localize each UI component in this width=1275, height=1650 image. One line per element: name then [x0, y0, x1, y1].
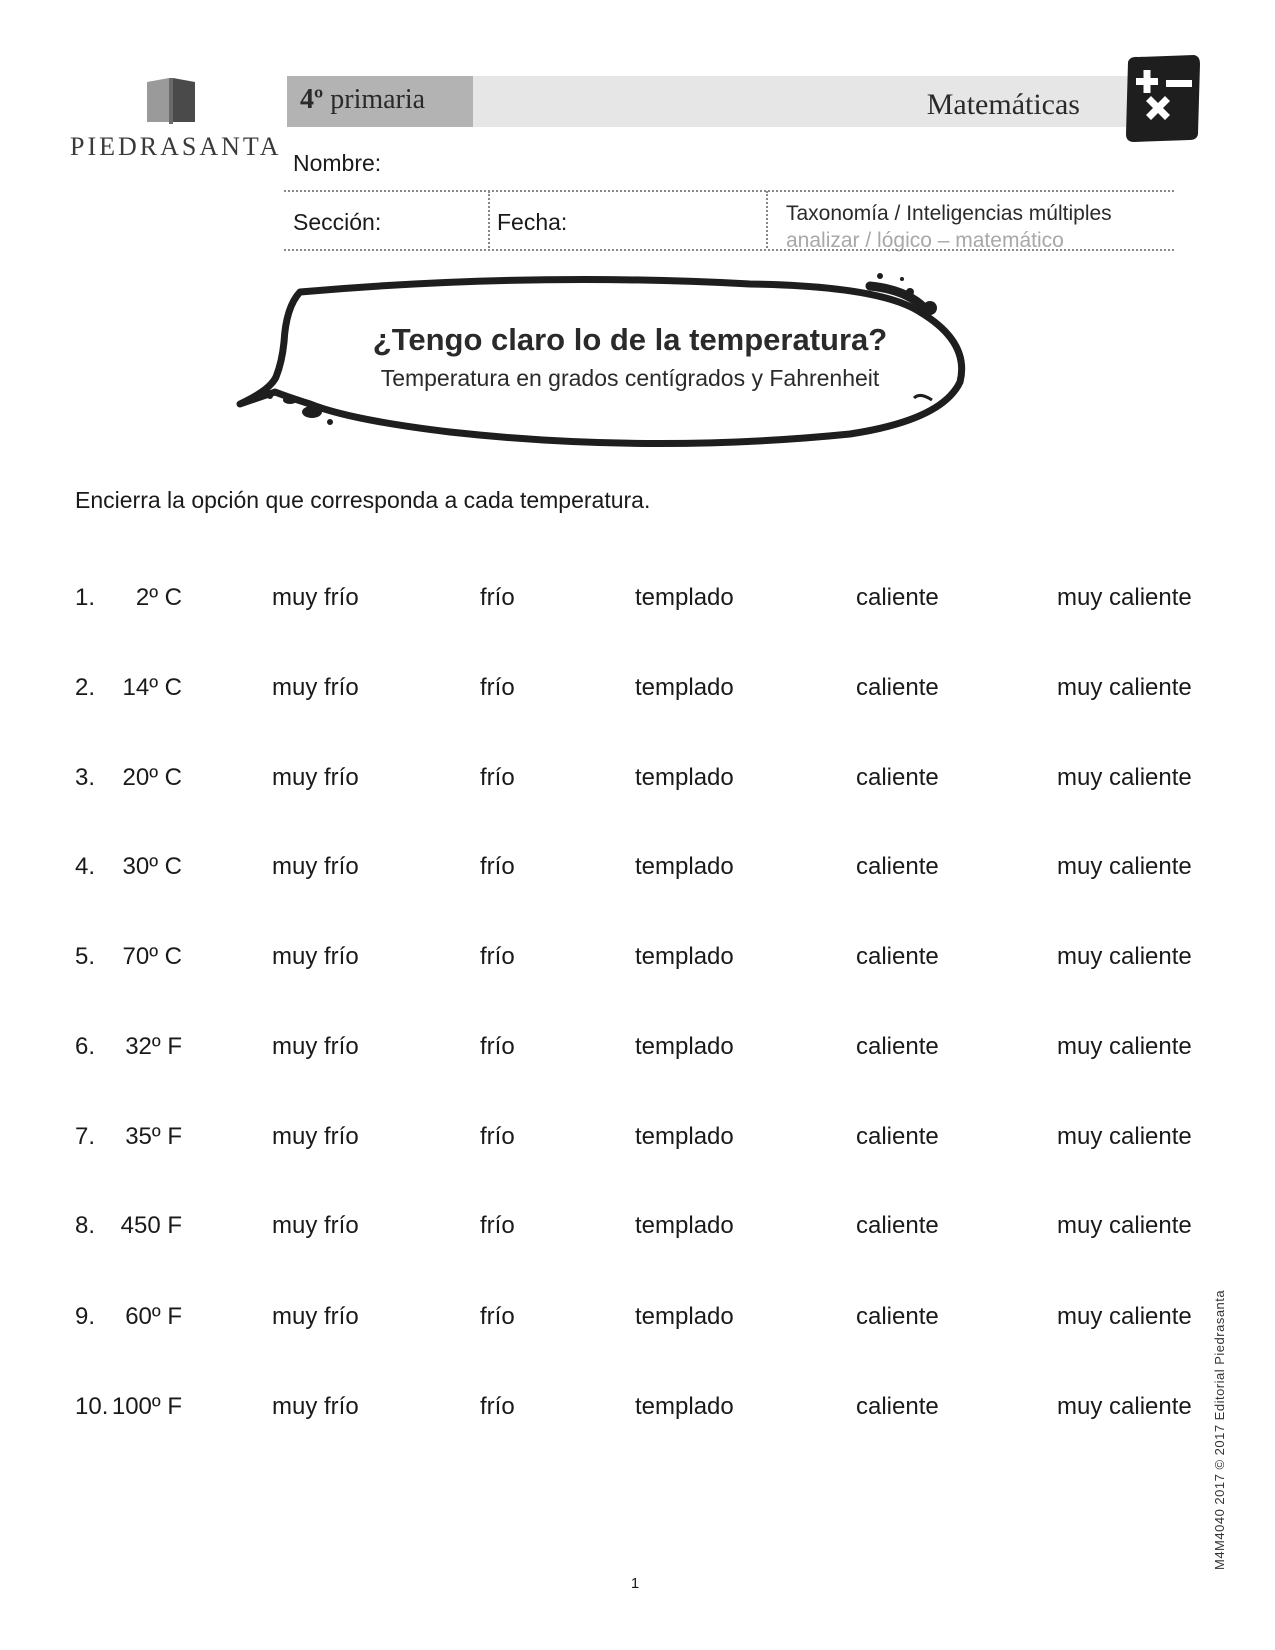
- exercise-row: [0, 584, 1275, 624]
- exercise-row: [0, 1303, 1275, 1343]
- option-frio[interactable]: frío: [480, 584, 515, 611]
- item-number: 3.: [75, 764, 96, 791]
- taxonomy-title: Taxonomía / Inteligencias múltiples: [786, 202, 1112, 225]
- option-caliente[interactable]: caliente: [856, 853, 939, 880]
- item-number: 2.: [75, 674, 96, 701]
- item-temperature: 14º C: [122, 674, 182, 701]
- item-number: 4.: [75, 853, 96, 880]
- option-muy-frio[interactable]: muy frío: [272, 1393, 359, 1420]
- grade-level: primaria: [330, 84, 426, 115]
- item-temperature: 20º C: [122, 764, 182, 791]
- subject-title: Matemáticas: [926, 88, 1080, 121]
- exercise-row: [0, 1212, 1275, 1252]
- option-templado[interactable]: templado: [635, 674, 734, 701]
- item-number: 9.: [75, 1303, 96, 1330]
- option-caliente[interactable]: caliente: [856, 1303, 939, 1330]
- option-caliente[interactable]: caliente: [856, 764, 939, 791]
- option-caliente[interactable]: caliente: [856, 1212, 939, 1239]
- logo-text: PIEDRASANTA: [70, 132, 282, 161]
- page-number: 1: [630, 1575, 640, 1592]
- activity-title: ¿Tengo claro lo de la temperatura?: [372, 322, 888, 357]
- option-muy-caliente[interactable]: muy caliente: [1057, 1303, 1192, 1330]
- item-number: 1.: [75, 584, 96, 611]
- option-templado[interactable]: templado: [635, 943, 734, 970]
- grade-label: [300, 84, 425, 116]
- item-number: 7.: [75, 1123, 96, 1150]
- publisher-logo: [70, 72, 282, 162]
- exercise-row: [0, 1123, 1275, 1163]
- item-temperature: 60º F: [125, 1303, 182, 1330]
- item-number: 5.: [75, 943, 96, 970]
- option-templado[interactable]: templado: [635, 1033, 734, 1060]
- item-temperature: 2º C: [135, 584, 182, 611]
- option-frio[interactable]: frío: [480, 1212, 515, 1239]
- option-muy-frio[interactable]: muy frío: [272, 1123, 359, 1150]
- option-caliente[interactable]: caliente: [856, 674, 939, 701]
- option-frio[interactable]: frío: [480, 674, 515, 701]
- option-frio[interactable]: frío: [480, 943, 515, 970]
- name-label: Nombre:: [293, 150, 382, 176]
- item-temperature: 70º C: [122, 943, 182, 970]
- option-caliente[interactable]: caliente: [856, 1123, 939, 1150]
- option-templado[interactable]: templado: [635, 1123, 734, 1150]
- item-temperature: 450 F: [120, 1212, 182, 1239]
- form-divider-top: [284, 190, 1174, 192]
- item-temperature: 100º F: [111, 1393, 182, 1420]
- option-muy-frio[interactable]: muy frío: [272, 584, 359, 611]
- option-muy-caliente[interactable]: muy caliente: [1057, 1393, 1192, 1420]
- option-templado[interactable]: templado: [635, 764, 734, 791]
- option-frio[interactable]: frío: [480, 853, 515, 880]
- exercise-row: [0, 674, 1275, 714]
- option-frio[interactable]: frío: [480, 1393, 515, 1420]
- option-muy-caliente[interactable]: muy caliente: [1057, 674, 1192, 701]
- option-muy-caliente[interactable]: muy caliente: [1057, 584, 1192, 611]
- form-divider-v2: [766, 191, 768, 248]
- option-caliente[interactable]: caliente: [856, 584, 939, 611]
- option-frio[interactable]: frío: [480, 1123, 515, 1150]
- option-templado[interactable]: templado: [635, 1212, 734, 1239]
- section-label: Sección:: [293, 209, 382, 235]
- option-caliente[interactable]: caliente: [856, 943, 939, 970]
- option-muy-frio[interactable]: muy frío: [272, 1033, 359, 1060]
- option-templado[interactable]: templado: [635, 853, 734, 880]
- grade-number: 4º: [300, 84, 324, 115]
- item-temperature: 35º F: [125, 1123, 182, 1150]
- exercise-row: [0, 853, 1275, 893]
- option-muy-caliente[interactable]: muy caliente: [1057, 1033, 1192, 1060]
- option-muy-frio[interactable]: muy frío: [272, 1212, 359, 1239]
- exercise-row: [0, 764, 1275, 804]
- option-caliente[interactable]: caliente: [856, 1393, 939, 1420]
- item-temperature: 32º F: [125, 1033, 182, 1060]
- option-muy-caliente[interactable]: muy caliente: [1057, 1123, 1192, 1150]
- item-number: 10.: [75, 1393, 109, 1420]
- exercise-row: [0, 1393, 1275, 1433]
- option-templado[interactable]: templado: [635, 1303, 734, 1330]
- option-muy-caliente[interactable]: muy caliente: [1057, 764, 1192, 791]
- option-muy-frio[interactable]: muy frío: [272, 764, 359, 791]
- exercise-row: [0, 1033, 1275, 1073]
- option-frio[interactable]: frío: [480, 1303, 515, 1330]
- form-divider-bottom: [284, 249, 1174, 251]
- form-divider-v1: [488, 191, 490, 248]
- option-frio[interactable]: frío: [480, 764, 515, 791]
- item-number: 6.: [75, 1033, 96, 1060]
- option-muy-frio[interactable]: muy frío: [272, 674, 359, 701]
- activity-subtitle: Temperatura en grados centígrados y Fahrenheit: [380, 365, 880, 391]
- taxonomy-value: analizar / lógico – matemático: [786, 229, 1064, 252]
- option-muy-frio[interactable]: muy frío: [272, 853, 359, 880]
- math-operations-icon: [1122, 54, 1202, 144]
- instruction-text: Encierra la opción que corresponda a cada temperatura.: [75, 487, 651, 513]
- copyright-note: M4M4040 2017 © 2017 Editorial Piedrasanta: [1212, 1289, 1227, 1570]
- option-muy-caliente[interactable]: muy caliente: [1057, 853, 1192, 880]
- item-number: 8.: [75, 1212, 96, 1239]
- book-icon: [145, 76, 197, 126]
- option-templado[interactable]: templado: [635, 1393, 734, 1420]
- option-muy-caliente[interactable]: muy caliente: [1057, 1212, 1192, 1239]
- date-label: Fecha:: [497, 209, 568, 235]
- option-muy-frio[interactable]: muy frío: [272, 943, 359, 970]
- option-muy-frio[interactable]: muy frío: [272, 1303, 359, 1330]
- exercise-row: [0, 943, 1275, 983]
- option-frio[interactable]: frío: [480, 1033, 515, 1060]
- option-muy-caliente[interactable]: muy caliente: [1057, 943, 1192, 970]
- option-templado[interactable]: templado: [635, 584, 734, 611]
- item-temperature: 30º C: [122, 853, 182, 880]
- option-caliente[interactable]: caliente: [856, 1033, 939, 1060]
